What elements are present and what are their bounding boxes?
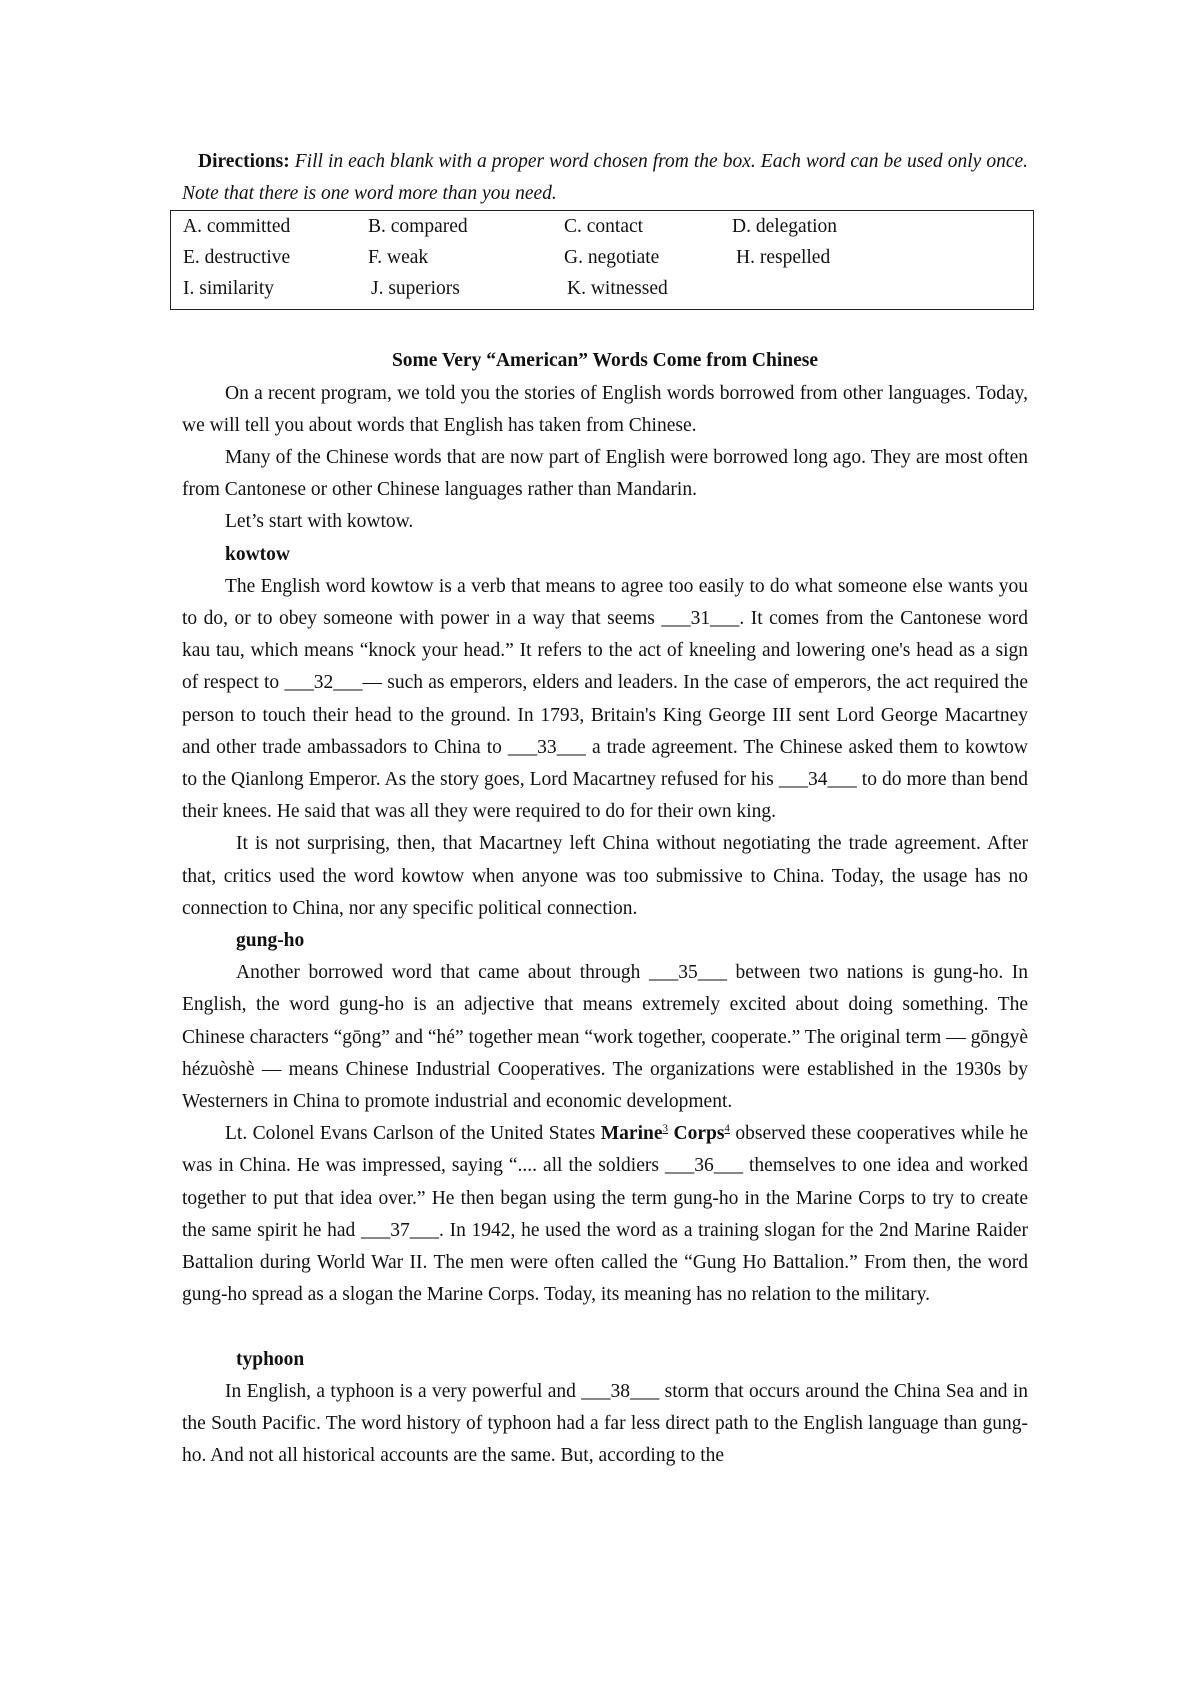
blank-32: ___32___: [284, 672, 363, 694]
text-run: Another borrowed word that came about through: [236, 962, 641, 984]
directions-text: Fill in each blank with a proper word chosen from the box. Each word can be used only once. Note that there is one word more than you need.: [182, 151, 1029, 205]
word-option: H. respelled: [736, 247, 831, 269]
word-option: E. destructive: [183, 247, 291, 269]
text-run: — such as emperors, elders and leaders. In the case of emperors, the act required the person to touch their head to the ground. In 1793, Britain's King George III sent Lord George Macartney and other trade ambassadors to China to: [182, 672, 1028, 758]
blank-34: ___34___: [778, 769, 857, 791]
text-run: to do more than bend their knees. He said that was all they were required to do for their own king.: [182, 769, 1028, 823]
spacer: [182, 1312, 1028, 1344]
section-heading-kowtow: kowtow: [225, 543, 291, 565]
text-run: . In 1942, he used the word as a training slogan for the 2nd Marine Raider Battalion during World War II. The men were often called the “Gung Ho Battalion.” From then, the word gung-ho spread as a slogan the Marine Corps. Today, its meaning has no relation to the military.: [182, 1219, 1028, 1306]
blank-35: ___35___: [648, 962, 727, 984]
word-option: B. compared: [368, 216, 468, 238]
gung-ho-paragraph: [182, 1118, 1028, 1311]
word-option: D. delegation: [732, 216, 838, 238]
blank-31: ___31___: [661, 608, 740, 630]
word-option: C. contact: [564, 216, 644, 238]
article-title: Some Very “American” Words Come from Chinese: [391, 350, 819, 372]
gung-ho-paragraph: [182, 957, 1028, 1118]
word-option: A. committed: [183, 216, 291, 238]
intro-paragraph: Let’s start with kowtow.: [225, 511, 414, 533]
intro-paragraph: On a recent program, we told you the stories of English words borrowed from other languages. Today, we will tell you about words that English has taken from Chinese.: [182, 382, 1028, 436]
text-run: . It comes from the Cantonese word kau tau, which means “knock your head.” It refers to the act of kneeling and lowering one's head as a sign of respect to: [182, 608, 1029, 694]
blank-33: ___33___: [507, 736, 586, 758]
bold-word-marine: Marine: [600, 1123, 663, 1145]
kowtow-paragraph: It is not surprising, then, that Macartney left China without negotiating the trade agreement. After that, critics used the word kowtow when anyone was too submissive to China. Today, the usage has no connection to China, nor any specific political connection.: [182, 833, 1028, 919]
footnote-3[interactable]: 3: [662, 1122, 669, 1135]
text-run: between two nations is gung-ho. In English, the word gung-ho is an adjective that means extremely excited about doing something. The Chinese characters “gōng” and “hé” together mean “work together, cooperate.” The original term — gōngyè hézuòshè — means Chinese Industrial Cooperatives. The organizations were established in the 1930s by Westerners in China to promote industrial and economic development.: [182, 962, 1029, 1113]
text-run: observed these cooperatives while he was in China. He was impressed, saying “.... all the soldiers: [182, 1123, 1029, 1177]
word-box: [170, 210, 1034, 310]
intro-paragraph: Many of the Chinese words that are now part of English were borrowed long ago. They are most often from Cantonese or other Chinese languages rather than Mandarin.: [182, 447, 1028, 501]
word-option: F. weak: [368, 247, 429, 269]
text-run: In English, a typhoon is a very powerful and: [225, 1380, 576, 1402]
text-run: The English word kowtow is a verb that means to agree too easily to do what someone else wants you to do, or to obey someone with power in a way that seems: [182, 575, 1028, 630]
kowtow-paragraph: [182, 571, 1028, 829]
word-option: I. similarity: [183, 278, 274, 300]
directions-label: Directions:: [198, 151, 290, 172]
text-run: themselves to one idea and worked together to put that idea over.” He then began using the term gung-ho in the Marine Corps to try to create the same spirit he had: [182, 1155, 1029, 1241]
word-option: J. superiors: [371, 278, 460, 300]
document-content: [182, 146, 1028, 1472]
blank-37: ___37___: [361, 1219, 440, 1241]
word-option: K. witnessed: [567, 278, 668, 300]
text-run: storm that occurs around the China Sea and in the South Pacific. The word history of typhoon had a far less direct path to the English language than gung-ho. And not all historical accounts are the same. But, according to the: [182, 1380, 1029, 1467]
footnote-4[interactable]: 4: [724, 1122, 730, 1135]
section-heading-gung-ho: gung-ho: [236, 930, 305, 952]
typhoon-paragraph: [182, 1376, 1028, 1473]
directions: [182, 146, 1028, 210]
blank-36: ___36___: [664, 1155, 743, 1177]
text-run: Lt. Colonel Evans Carlson of the United States: [225, 1123, 596, 1145]
bold-word-corps: Corps: [673, 1123, 725, 1145]
blank-38: ___38___: [581, 1380, 660, 1402]
text-run: a trade agreement. The Chinese asked them to kowtow to the Qianlong Emperor. As the story goes, Lord Macartney refused for his: [182, 736, 1029, 791]
word-option: G. negotiate: [564, 247, 660, 269]
section-heading-typhoon: typhoon: [236, 1348, 305, 1370]
